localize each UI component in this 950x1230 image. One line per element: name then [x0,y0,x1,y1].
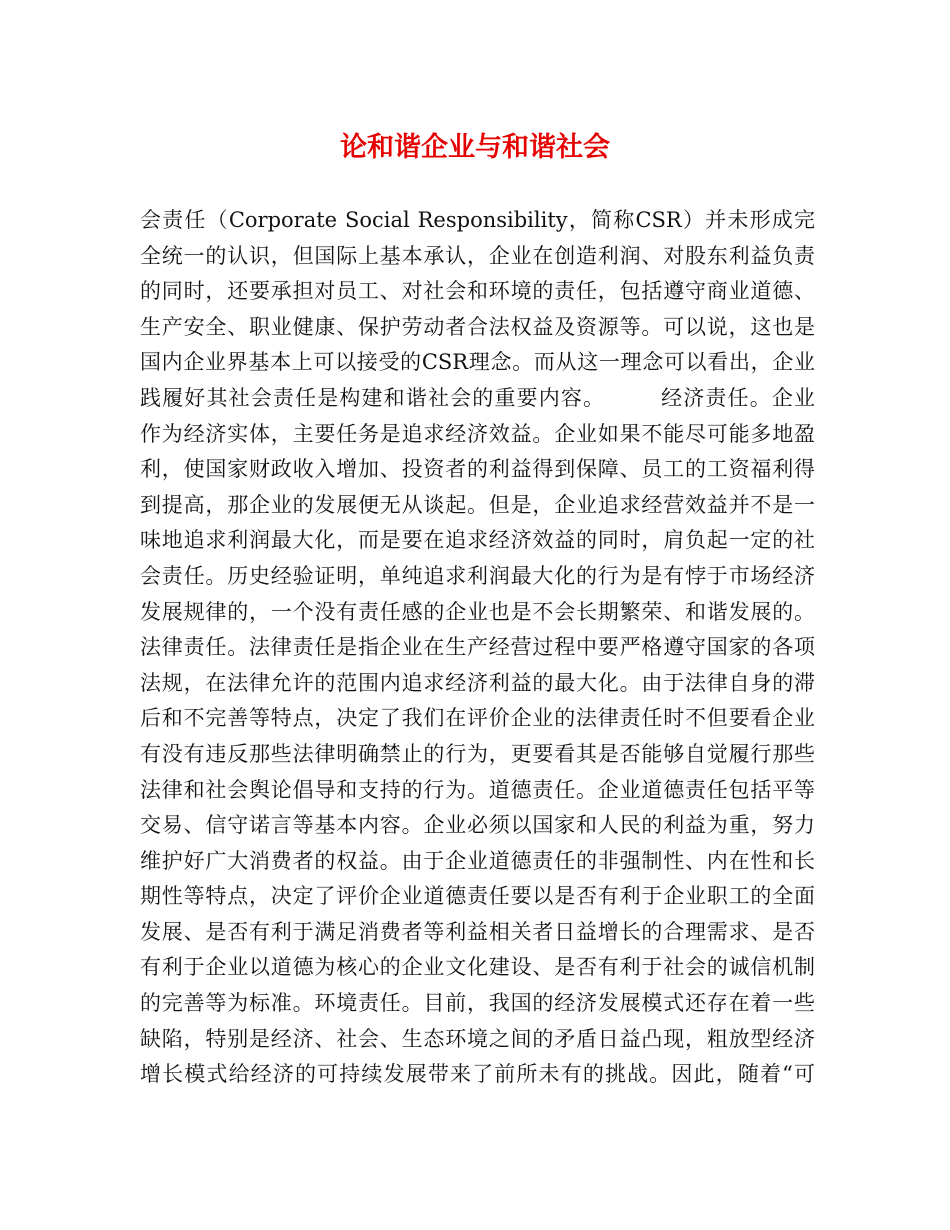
body-line: 有利于企业以道德为核心的企业文化建设、是否有利于社会的诚信机制 [140,955,815,980]
body-line: 发展规律的，一个没有责任感的企业也是不会长期繁荣、和谐发展的。 [140,599,815,624]
body-line: 味地追求利润最大化，而是要在追求经济效益的同时，肩负起一定的社 [140,528,815,553]
body-line: 后和不完善等特点，决定了我们在评价企业的法律责任时不但要看企业 [140,706,815,731]
body-line: 发展、是否有利于满足消费者等利益相关者日益增长的合理需求、是否 [140,919,815,944]
body-line: 利，使国家财政收入增加、投资者的利益得到保障、员工的工资福利得 [140,457,815,482]
body-line: 法律责任。法律责任是指企业在生产经营过程中要严格遵守国家的各项 [140,635,815,660]
body-line: 到提高，那企业的发展便无从谈起。但是，企业追求经营效益并不是一 [140,492,815,517]
body-line: 法规，在法律允许的范围内追求经济利益的最大化。由于法律自身的滞 [140,670,815,695]
body-line: 期性等特点，决定了评价企业道德责任要以是否有利于企业职工的全面 [140,884,815,909]
body-line: 生产安全、职业健康、保护劳动者合法权益及资源等。可以说，这也是 [140,314,815,339]
body-line: 会责任（Corporate Social Responsibility，简称CSR）并未形成完 [140,208,815,232]
body-line: 有没有违反那些法律明确禁止的行为，更要看其是否能够自觉履行那些 [140,741,815,766]
body-line: 法律和社会舆论倡导和支持的行为。道德责任。企业道德责任包括平等 [140,777,815,802]
body-line: 会责任。历史经验证明，单纯追求利润最大化的行为是有悖于市场经济 [140,563,815,588]
body-line: 缺陷，特别是经济、社会、生态环境之间的矛盾日益凸现，粗放型经济 [140,1026,815,1051]
body-line: 维护好广大消费者的权益。由于企业道德责任的非强制性、内在性和长 [140,848,815,873]
body-line: 全统一的认识，但国际上基本承认，企业在创造利润、对股东利益负责 [140,243,815,268]
body-line: 增长模式给经济的可持续发展带来了前所未有的挑战。因此，随着“可 [140,1062,815,1087]
body-line: 的同时，还要承担对员工、对社会和环境的责任，包括遵守商业道德、 [140,279,815,304]
body-line: 作为经济实体，主要任务是追求经济效益。企业如果不能尽可能多地盈 [140,421,815,446]
body-line: 交易、信守诺言等基本内容。企业必须以国家和人民的利益为重，努力 [140,813,815,838]
document-body [140,203,815,1093]
body-line: 国内企业界基本上可以接受的CSR理念。而从这一理念可以看出，企业 [140,350,815,375]
body-line: 的完善等为标准。环境责任。目前，我国的经济发展模式还存在着一些 [140,991,815,1016]
document-title: 论和谐企业与和谐社会 [340,132,610,163]
body-line: 践履好其社会责任是构建和谐社会的重要内容。 经济责任。企业 [140,385,815,410]
